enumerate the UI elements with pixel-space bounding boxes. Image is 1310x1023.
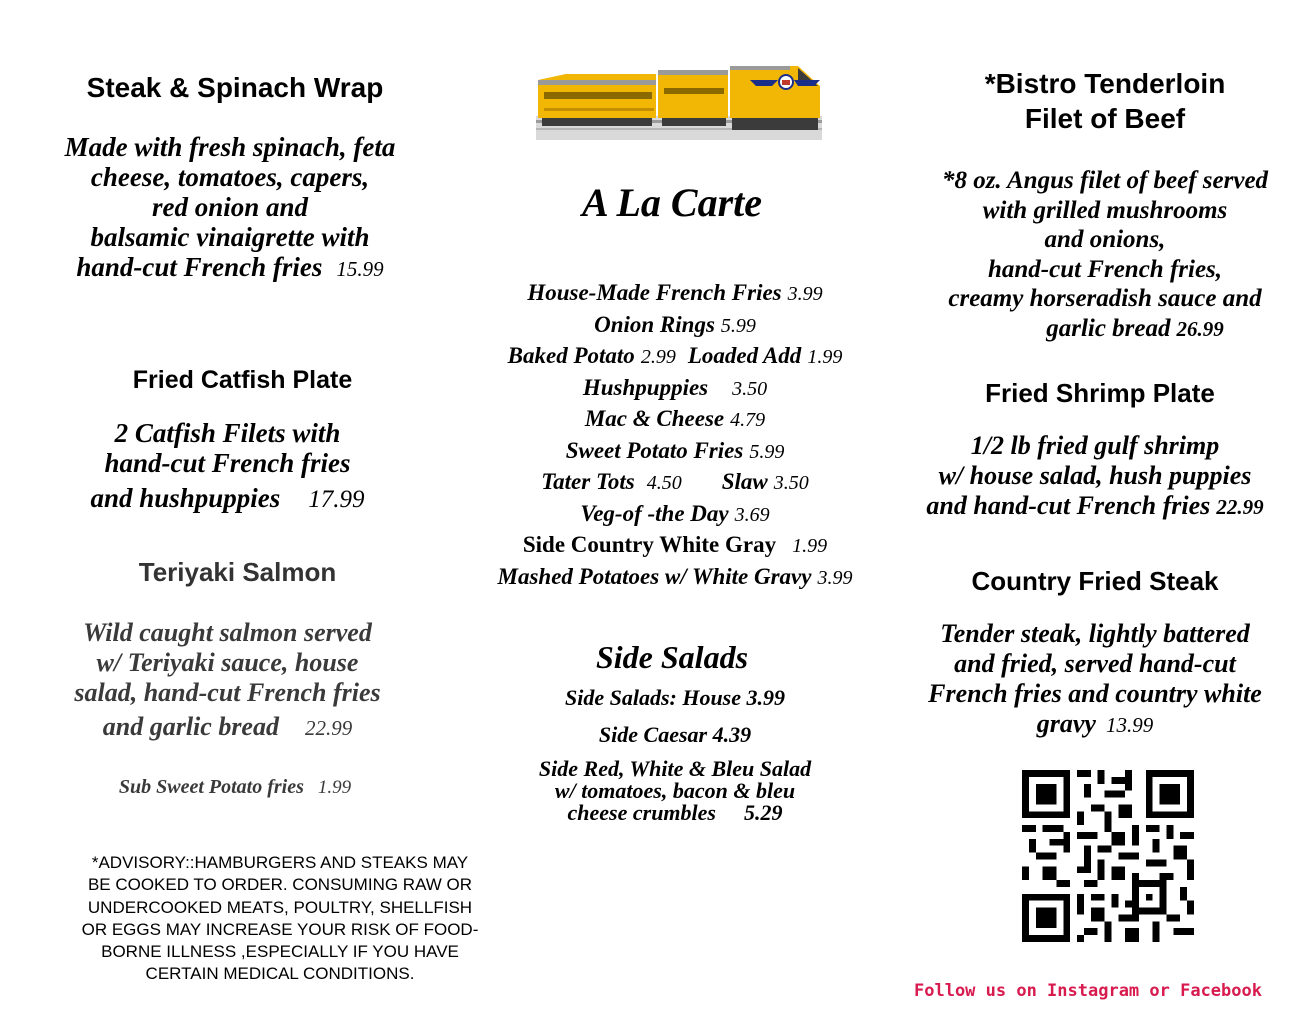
list-item: Hushpuppies 3.50	[582, 374, 768, 400]
list-item: Onion Rings 5.99	[594, 311, 756, 337]
list-item: Tater Tots 4.50 Slaw 3.50	[541, 469, 809, 494]
advisory-line: UNDERCOOKED MEATS, POULTRY, SHELLFISH	[87, 897, 473, 917]
wrap-line: red onion and	[151, 192, 309, 222]
catfish-price: 17.99	[308, 486, 365, 513]
advisory-line: BORNE ILLNESS ,ESPECIALLY IF YOU HAVE	[101, 942, 459, 962]
advisory-line: OR EGGS MAY INCREASE YOUR RISK OF FOOD-	[81, 919, 479, 939]
sub-price: 1.99	[317, 777, 352, 798]
filet-line: *8 oz. Angus filet of beef served	[941, 167, 1269, 194]
shrimp-price: 22.99	[1216, 495, 1264, 519]
list-item: Side Country White Gray 1.99	[522, 532, 828, 557]
catfish-title: Fried Catfish Plate	[132, 366, 353, 394]
wrap-line: Made with fresh spinach, feta	[64, 132, 396, 162]
filet-line: hand-cut French fries,	[987, 255, 1223, 283]
catfish-line: 2 Catfish Filets with	[114, 418, 341, 448]
list-item: Baked Potato 2.99 Loaded Add 1.99	[507, 343, 843, 368]
filet-line: creamy horseradish sauce and	[948, 285, 1262, 312]
list-item: House-Made French Fries 3.99	[527, 280, 823, 305]
side-salad-house: Side Salads: House 3.99	[564, 685, 786, 710]
follow-us-text[interactable]: Follow us on Instagram or Facebook	[914, 981, 1262, 1001]
cfs-line: French fries and country white	[928, 679, 1262, 708]
filet-title: *Bistro Tenderloin Filet of Beef	[984, 68, 1226, 134]
wrap-line: hand-cut French fries	[76, 252, 323, 282]
catfish-description	[20, 418, 435, 515]
catfish-line: and hushpuppies	[90, 483, 281, 513]
salmon-line: Wild caught salmon served	[83, 618, 372, 647]
cfs-title: Country Fried Steak	[971, 566, 1219, 596]
cfs-line: and fried, served hand-cut	[954, 649, 1236, 678]
cfs-line: gravy	[1036, 709, 1096, 738]
side-salads-heading: Side Salads	[595, 639, 749, 675]
cfs-price: 13.99	[1105, 713, 1154, 737]
train-image	[536, 56, 822, 140]
side-salad-caesar: Side Caesar 4.39	[598, 722, 752, 747]
a-la-carte-list	[470, 278, 880, 593]
shrimp-description	[900, 431, 1290, 522]
wrap-line: cheese, tomatoes, capers,	[90, 162, 370, 192]
shrimp-line: w/ house salad, hush puppies	[938, 461, 1252, 490]
catfish-line: hand-cut French fries	[104, 448, 351, 478]
shrimp-line: 1/2 lb fried gulf shrimp	[970, 431, 1220, 460]
advisory-line: CERTAIN MEDICAL CONDITIONS.	[145, 964, 415, 984]
wrap-line: balsamic vinaigrette with	[90, 222, 370, 252]
salmon-line: salad, hand-cut French fries	[74, 678, 381, 707]
filet-price: 26.99	[1176, 316, 1224, 341]
salmon-price: 22.99	[304, 716, 353, 740]
filet-line: with grilled mushrooms	[982, 196, 1228, 224]
a-la-carte-heading: A La Carte	[581, 180, 763, 225]
wrap-title: Steak & Spinach Wrap	[86, 72, 384, 103]
filet-description	[900, 166, 1310, 344]
shrimp-title: Fried Shrimp Plate	[985, 378, 1215, 408]
shrimp-line: and hand-cut French fries	[926, 491, 1211, 520]
side-salad-rwb: Side Red, White & Bleu Salad w/ tomatoes, bacon & bleu cheese crumbles 5.29	[538, 756, 812, 825]
advisory-line: *ADVISORY::HAMBURGERS AND STEAKS MAY	[91, 853, 469, 872]
salmon-line: and garlic bread	[102, 712, 279, 741]
list-item: Mac & Cheese 4.79	[584, 406, 766, 431]
advisory-notice	[50, 852, 510, 986]
sub-label: Sub Sweet Potato fries	[118, 776, 304, 798]
list-item: Mashed Potatoes w/ White Gravy 3.99	[497, 563, 853, 589]
sub-sweet-potato	[20, 772, 450, 803]
advisory-line: BE COOKED TO ORDER. CONSUMING RAW OR	[87, 875, 473, 895]
list-item: Veg-of -the Day 3.69	[580, 500, 770, 526]
filet-line: garlic bread	[1046, 314, 1171, 342]
cfs-line: Tender steak, lightly battered	[940, 619, 1250, 648]
cfs-description	[900, 619, 1290, 740]
salmon-description	[20, 618, 435, 743]
list-item: Sweet Potato Fries 5.99	[565, 437, 785, 463]
salmon-title: Teriyaki Salmon	[138, 557, 337, 587]
qr-code[interactable]	[1022, 770, 1194, 942]
wrap-description	[20, 132, 440, 284]
salmon-line: w/ Teriyaki sauce, house	[96, 648, 359, 677]
wrap-price: 15.99	[336, 257, 384, 281]
filet-line: and onions,	[1044, 226, 1166, 253]
